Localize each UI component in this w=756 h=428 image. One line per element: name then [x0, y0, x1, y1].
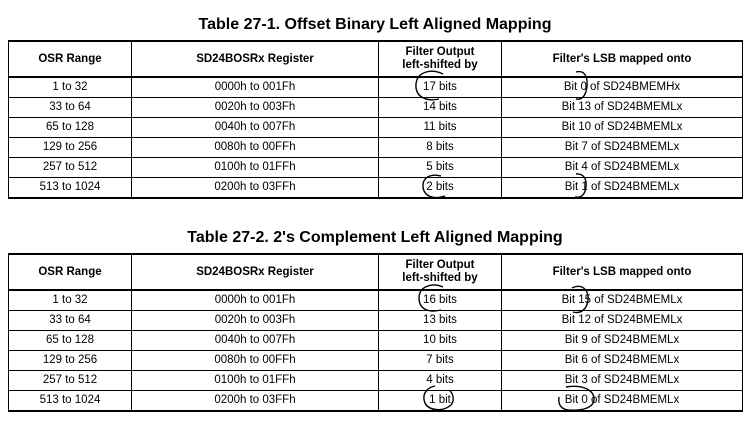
shift-cell: 10 bits — [379, 331, 502, 351]
shift-cell: 5 bits — [379, 158, 502, 178]
table-title: Table 27-2. 2's Complement Left Aligned Mapping — [187, 229, 563, 246]
table-row — [9, 118, 743, 138]
lsb-mapping-cell — [502, 77, 743, 98]
lsb-mapping-cell: Bit 6 of SD24BMEMLx — [502, 351, 743, 371]
table-row — [9, 351, 743, 371]
osr-range-cell: 33 to 64 — [9, 98, 132, 118]
shift-cell: 14 bits — [379, 98, 502, 118]
header-shift: Filter Output left-shifted by — [379, 254, 502, 290]
osr-range-cell: 257 to 512 — [9, 371, 132, 391]
shift-cell: 8 bits — [379, 138, 502, 158]
osr-range-cell: 33 to 64 — [9, 311, 132, 331]
header-register: SD24BOSRx Register — [132, 41, 379, 77]
lsb-mapping-cell: Bit 9 of SD24BMEMLx — [502, 331, 743, 351]
shift-cell — [379, 178, 502, 199]
table-row — [9, 331, 743, 351]
table-row — [9, 138, 743, 158]
osr-range-cell: 65 to 128 — [9, 331, 132, 351]
table-row — [9, 98, 743, 118]
lsb-mapping-cell: Bit 13 of SD24BMEMLx — [502, 98, 743, 118]
register-cell: 0100h to 01FFh — [132, 158, 379, 178]
register-cell: 0100h to 01FFh — [132, 371, 379, 391]
table-27-1 — [8, 10, 742, 199]
lsb-mapping-value: Bit 1 of SD24BMEMLx — [564, 181, 680, 193]
lsb-mapping-cell: Bit 7 of SD24BMEMLx — [502, 138, 743, 158]
table-row — [9, 158, 743, 178]
shift-value: 1 bit — [429, 394, 451, 406]
header-lsb-mapping: Filter's LSB mapped onto — [502, 41, 743, 77]
lsb-mapping-value: Bit 15 of SD24BMEMLx — [561, 294, 683, 306]
register-cell: 0040h to 007Fh — [132, 331, 379, 351]
shift-value: 16 bits — [423, 294, 457, 306]
header-row — [9, 41, 743, 77]
lsb-mapping-cell: Bit 10 of SD24BMEMLx — [502, 118, 743, 138]
register-cell: 0040h to 007Fh — [132, 118, 379, 138]
lsb-mapping-cell: Bit 4 of SD24BMEMLx — [502, 158, 743, 178]
header-osr-range: OSR Range — [9, 41, 132, 77]
lsb-mapping-cell: Bit 3 of SD24BMEMLx — [502, 371, 743, 391]
lsb-mapping-value: Bit 0 of SD24BMEMHx — [563, 81, 681, 93]
osr-range-cell: 65 to 128 — [9, 118, 132, 138]
osr-range-cell: 129 to 256 — [9, 138, 132, 158]
header-lsb-mapping: Filter's LSB mapped onto — [502, 254, 743, 290]
header-register: SD24BOSRx Register — [132, 254, 379, 290]
lsb-mapping-cell — [502, 290, 743, 311]
shift-cell — [379, 391, 502, 412]
table-row — [9, 290, 743, 311]
osr-range-cell: 129 to 256 — [9, 351, 132, 371]
table-row — [9, 391, 743, 412]
register-cell: 0020h to 003Fh — [132, 98, 379, 118]
table-title: Table 27-1. Offset Binary Left Aligned Mapping — [198, 16, 552, 33]
table-row — [9, 311, 743, 331]
osr-range-cell: 257 to 512 — [9, 158, 132, 178]
mapping-table — [8, 40, 743, 199]
lsb-mapping-cell: Bit 12 of SD24BMEMLx — [502, 311, 743, 331]
register-cell: 0000h to 001Fh — [132, 290, 379, 311]
shift-cell: 11 bits — [379, 118, 502, 138]
mapping-table — [8, 253, 743, 412]
register-cell: 0200h to 03FFh — [132, 391, 379, 412]
header-osr-range: OSR Range — [9, 254, 132, 290]
table-row — [9, 77, 743, 98]
osr-range-cell: 1 to 32 — [9, 290, 132, 311]
shift-cell: 13 bits — [379, 311, 502, 331]
osr-range-cell: 513 to 1024 — [9, 178, 132, 199]
register-cell: 0020h to 003Fh — [132, 311, 379, 331]
shift-cell: 4 bits — [379, 371, 502, 391]
lsb-mapping-cell — [502, 391, 743, 412]
register-cell: 0080h to 00FFh — [132, 138, 379, 158]
shift-cell: 7 bits — [379, 351, 502, 371]
header-row — [9, 254, 743, 290]
register-cell: 0200h to 03FFh — [132, 178, 379, 199]
shift-cell — [379, 77, 502, 98]
lsb-mapping-cell — [502, 178, 743, 199]
shift-cell — [379, 290, 502, 311]
osr-range-cell: 1 to 32 — [9, 77, 132, 98]
table-row — [9, 178, 743, 199]
register-cell: 0000h to 001Fh — [132, 77, 379, 98]
lsb-mapping-value: Bit 0 of SD24BMEMLx — [564, 394, 680, 406]
register-cell: 0080h to 00FFh — [132, 351, 379, 371]
shift-value: 17 bits — [423, 81, 457, 93]
header-shift: Filter Output left-shifted by — [379, 41, 502, 77]
osr-range-cell: 513 to 1024 — [9, 391, 132, 412]
table-27-2 — [8, 223, 742, 412]
shift-value: 2 bits — [426, 181, 454, 193]
table-row — [9, 371, 743, 391]
